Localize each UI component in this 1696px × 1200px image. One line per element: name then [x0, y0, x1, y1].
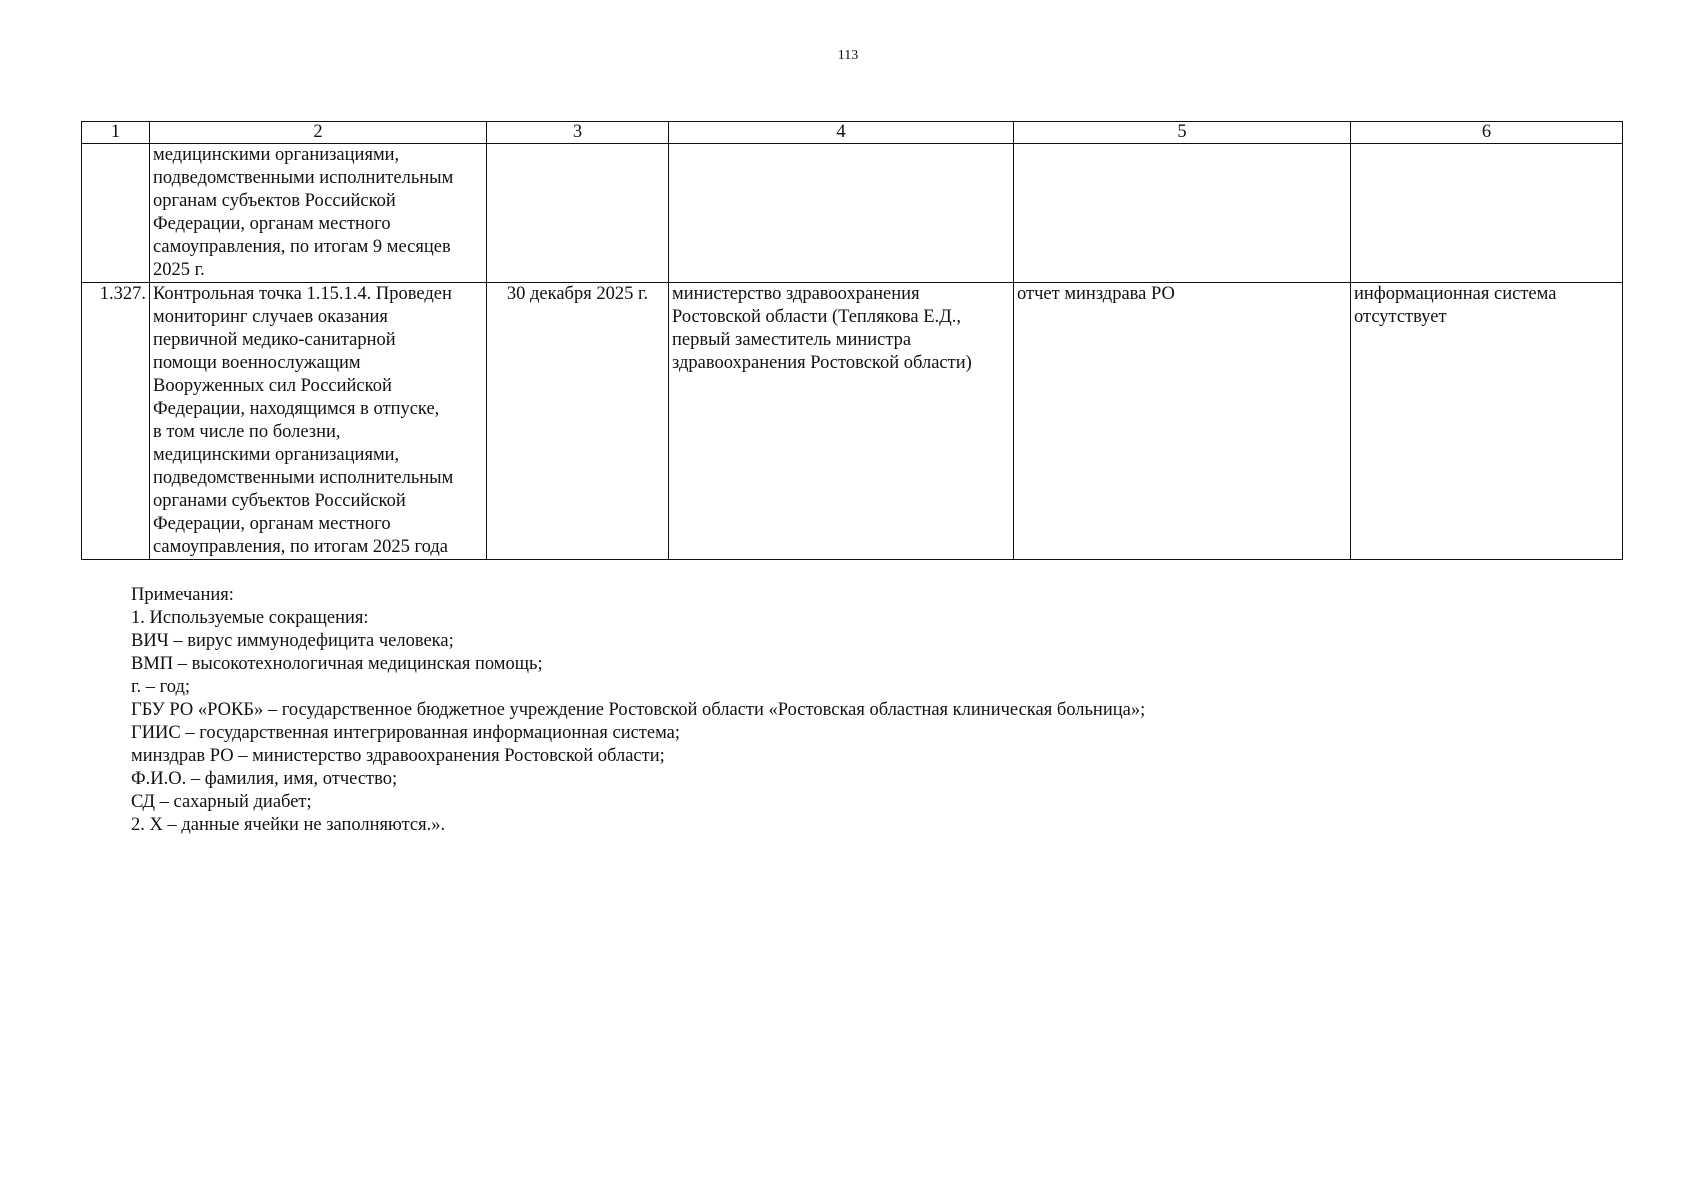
deadline-cell — [487, 144, 669, 283]
note-line: минздрав РО – министерство здравоохранения Ростовской области; — [131, 746, 665, 766]
responsible-cell — [669, 144, 1014, 283]
table-row — [82, 144, 1623, 283]
plan-table — [81, 121, 1623, 560]
information-system-cell — [1351, 144, 1623, 283]
note-line: СД – сахарный диабет; — [131, 792, 312, 812]
document-cell: отчет минздрава РО — [1014, 283, 1351, 560]
table-row — [82, 283, 1623, 560]
column-number: 2 — [150, 122, 487, 144]
description-cell: Контрольная точка 1.15.1.4. Проведен мониторинг случаев оказания первичной медико-санитарной помощи военнослужащим Вооруженных сил Российской Федерации, находящимся в отпуске, в том числе по болезни, медицинскими организациями, подведомственными исполнительным органами субъектов Российской Федерации, органам местного самоуправления, по итогам 2025 года — [150, 283, 487, 560]
row-number-cell: 1.327. — [82, 283, 150, 560]
note-line: ВМП – высокотехнологичная медицинская помощь; — [131, 654, 543, 674]
column-number: 1 — [82, 122, 150, 144]
note-line: 1. Используемые сокращения: — [131, 608, 369, 628]
row-number-cell — [82, 144, 150, 283]
note-line: г. – год; — [131, 677, 191, 697]
notes-title: Примечания: — [131, 585, 234, 605]
note-line: ГИИС – государственная интегрированная информационная система; — [131, 723, 681, 743]
deadline-cell: 30 декабря 2025 г. — [487, 283, 669, 560]
note-line: ВИЧ – вирус иммунодефицита человека; — [131, 631, 454, 651]
document-cell — [1014, 144, 1351, 283]
information-system-cell: информационная система отсутствует — [1351, 283, 1623, 560]
note-line: ГБУ РО «РОКБ» – государственное бюджетное учреждение Ростовской области «Ростовская областная клиническая больница»; — [131, 700, 1146, 720]
column-number-row — [82, 122, 1623, 144]
responsible-cell: министерство здравоохранения Ростовской области (Теплякова Е.Д., первый заместитель министра здравоохранения Ростовской области) — [669, 283, 1014, 560]
note-line: 2. X – данные ячейки не заполняются.». — [131, 815, 446, 835]
column-number: 5 — [1014, 122, 1351, 144]
notes-section — [131, 584, 1145, 837]
column-number: 6 — [1351, 122, 1623, 144]
column-number: 3 — [487, 122, 669, 144]
description-cell: медицинскими организациями, подведомственными исполнительным органам субъектов Российской Федерации, органам местного самоуправления, по итогам 9 месяцев 2025 г. — [150, 144, 487, 283]
page-number: 113 — [837, 48, 859, 63]
column-number: 4 — [669, 122, 1014, 144]
note-line: Ф.И.О. – фамилия, имя, отчество; — [131, 769, 398, 789]
